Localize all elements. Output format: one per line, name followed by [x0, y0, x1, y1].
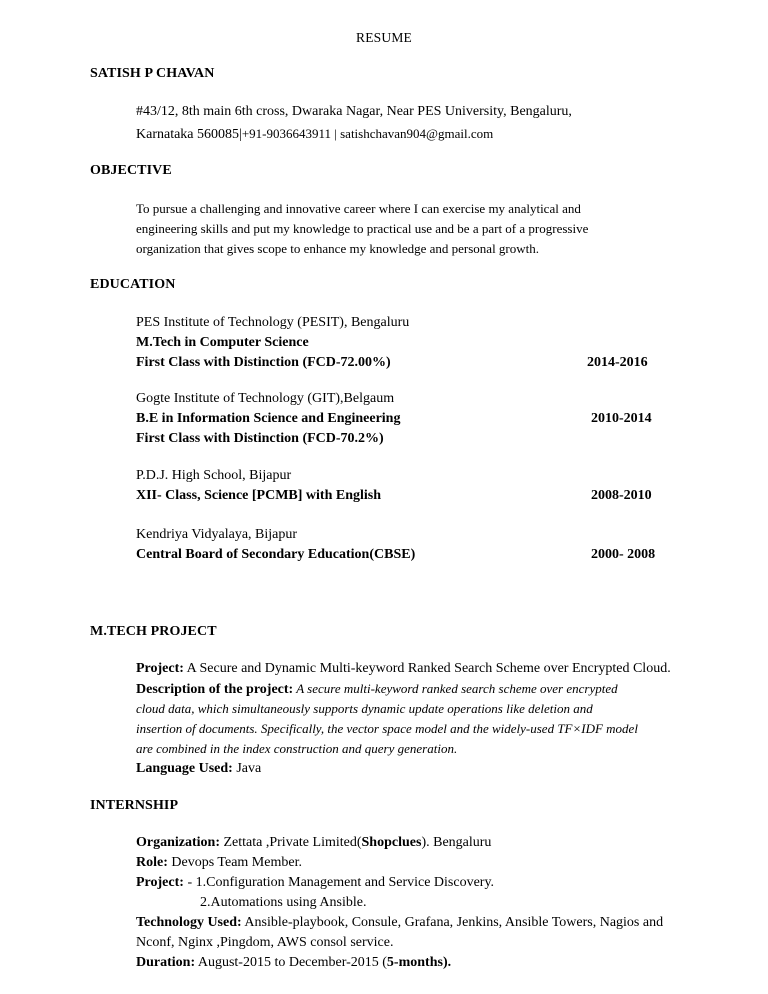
- project-desc-text-1: A secure multi-keyword ranked search scheme over encrypted: [293, 681, 618, 696]
- edu-degree-1: M.Tech in Computer Science: [136, 335, 309, 350]
- project-desc-line-3: insertion of documents. Specifically, the vector space model and the widely-used TF×IDF model: [136, 721, 638, 736]
- edu-years-4: 2000- 2008: [591, 547, 656, 562]
- project-title: [136, 659, 671, 679]
- project-desc-label: Description of the project:: [136, 682, 294, 697]
- edu-institution-4: Kendriya Vidyalaya, Bijapur: [136, 527, 298, 542]
- language-label: Language Used:: [136, 761, 233, 776]
- project-heading: M.TECH PROJECT: [90, 624, 217, 639]
- internship-project-line-1: - 1.Configuration Management and Service Discovery.: [183, 875, 495, 890]
- edu-years-2: 2010-2014: [591, 411, 652, 426]
- org-value-a: Zettata ,Private Limited(: [220, 835, 362, 850]
- org-value-b: Shopclues: [361, 835, 422, 850]
- internship-technology-line-2: Nconf, Nginx ,Pingdom, AWS consol service.: [136, 935, 394, 950]
- project-label: Project:: [136, 661, 184, 676]
- project-desc-line-1: [136, 679, 618, 700]
- edu-result-1: First Class with Distinction (FCD-72.00%): [136, 355, 391, 370]
- edu-degree-2: B.E in Information Science and Engineering: [136, 411, 401, 426]
- org-value-c: ). Bengaluru: [421, 835, 492, 850]
- edu-degree-3: XII- Class, Science [PCMB] with English: [136, 488, 382, 503]
- role-value: Devops Team Member.: [167, 855, 302, 870]
- internship-project: [136, 873, 494, 893]
- language-value: Java: [232, 761, 262, 776]
- duration-label: Duration:: [136, 955, 196, 970]
- edu-institution-3: P.D.J. High School, Bijapur: [136, 468, 292, 483]
- contact-location: Karnataka 560085|: [136, 127, 242, 142]
- edu-years-3: 2008-2010: [591, 488, 652, 503]
- tech-line-1: Ansible-playbook, Consule, Grafana, Jenkins, Ansible Towers, Nagios and: [241, 915, 664, 930]
- contact-address: #43/12, 8th main 6th cross, Dwaraka Nagar, Near PES University, Bengaluru,: [136, 104, 572, 119]
- duration-end: ).: [442, 955, 452, 970]
- objective-line-3: organization that gives scope to enhance my knowledge and personal growth.: [136, 241, 540, 256]
- role-label: Role:: [136, 855, 168, 870]
- edu-years-1: 2014-2016: [587, 355, 648, 370]
- org-label: Organization:: [136, 835, 220, 850]
- duration-value: August-2015 to December-2015 (: [195, 955, 387, 970]
- internship-technology: [136, 913, 663, 933]
- internship-heading: INTERNSHIP: [90, 798, 179, 813]
- edu-institution-1: PES Institute of Technology (PESIT), Bengaluru: [136, 315, 410, 330]
- contact-phone-email: +91-9036643911 | satishchavan904@gmail.com: [241, 126, 494, 141]
- edu-result-2: First Class with Distinction (FCD-70.2%): [136, 431, 384, 446]
- resume-title: RESUME: [356, 30, 412, 45]
- objective-line-1: To pursue a challenging and innovative career where I can exercise my analytical and: [136, 201, 581, 216]
- project-desc-line-4: are combined in the index construction and query generation.: [136, 741, 458, 756]
- internship-project-label: Project:: [136, 875, 184, 890]
- project-desc-line-2: cloud data, which simultaneously supports dynamic update operations like deletion and: [136, 701, 593, 716]
- edu-institution-2: Gogte Institute of Technology (GIT),Belgaum: [136, 391, 395, 406]
- tech-label: Technology Used:: [136, 915, 242, 930]
- internship-role: [136, 853, 302, 873]
- project-value: A Secure and Dynamic Multi-keyword Ranked Search Scheme over Encrypted Cloud.: [183, 661, 671, 676]
- edu-degree-4: Central Board of Secondary Education(CBSE): [136, 547, 416, 562]
- internship-organization: [136, 833, 491, 853]
- education-heading: EDUCATION: [90, 277, 176, 292]
- candidate-name: SATISH P CHAVAN: [90, 66, 215, 81]
- duration-months: 5-months: [386, 955, 443, 970]
- internship-project-line-2: 2.Automations using Ansible.: [200, 895, 367, 910]
- contact-line-2: [136, 124, 493, 145]
- objective-heading: OBJECTIVE: [90, 163, 172, 178]
- project-language: [136, 759, 261, 779]
- objective-line-2: engineering skills and put my knowledge to practical use and be a part of a progressive: [136, 221, 589, 236]
- internship-duration: [136, 953, 451, 973]
